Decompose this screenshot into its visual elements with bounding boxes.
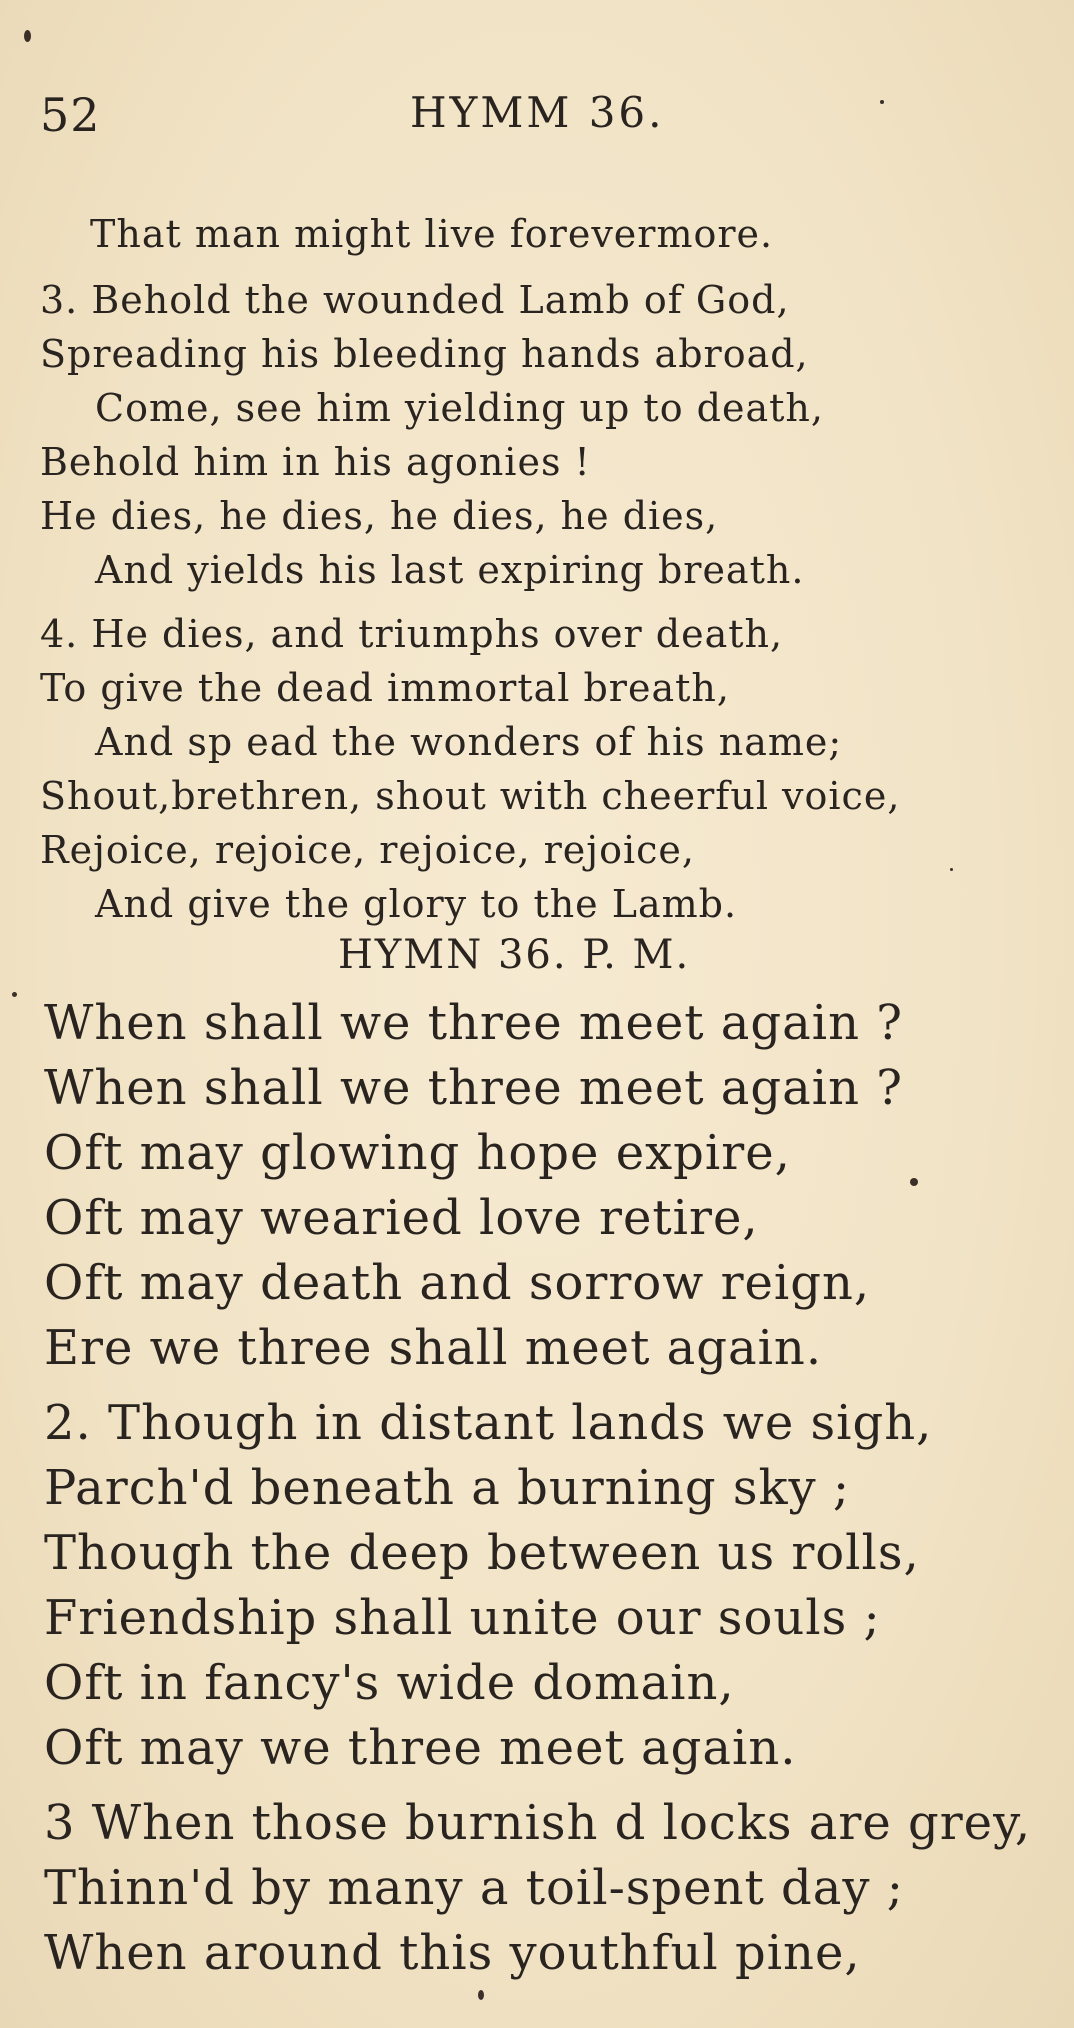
page-number: 52 bbox=[40, 88, 101, 142]
verse-line: When shall we three meet again ? bbox=[44, 995, 904, 1051]
verse-line: Come, see him yielding up to death, bbox=[95, 386, 824, 430]
verse-line: Behold him in his agonies ! bbox=[40, 440, 591, 484]
verse-line: 2. Though in distant lands we sigh, bbox=[44, 1395, 933, 1451]
ink-speck bbox=[12, 992, 17, 997]
verse-line: When shall we three meet again ? bbox=[44, 1060, 904, 1116]
running-head: HYMM 36. bbox=[410, 88, 665, 137]
verse-line: He dies, he dies, he dies, he dies, bbox=[40, 494, 719, 538]
verse-line: Shout,brethren, shout with cheerful voice, bbox=[40, 774, 901, 818]
verse-line: And sp ead the wonders of his name; bbox=[95, 720, 843, 764]
verse-line: Rejoice, rejoice, rejoice, rejoice, bbox=[40, 828, 695, 872]
verse-line: 3 When those burnish d locks are grey, bbox=[44, 1795, 1032, 1851]
verse-line: 3. Behold the wounded Lamb of God, bbox=[40, 278, 790, 322]
verse-line: 4. He dies, and triumphs over death, bbox=[40, 612, 784, 656]
verse-line: And give the glory to the Lamb. bbox=[95, 882, 738, 926]
verse-line: Oft in fancy's wide domain, bbox=[44, 1655, 735, 1711]
ink-speck bbox=[478, 1990, 484, 2000]
verse-line: That man might live forevermore. bbox=[90, 212, 774, 256]
verse-line: Oft may death and sorrow reign, bbox=[44, 1255, 871, 1311]
ink-speck bbox=[24, 30, 31, 42]
verse-line: When around this youthful pine, bbox=[44, 1925, 861, 1981]
verse-line: And yields his last expiring breath. bbox=[95, 548, 805, 592]
ink-speck bbox=[910, 1178, 918, 1186]
verse-line: Friendship shall unite our souls ; bbox=[44, 1590, 881, 1646]
ink-speck bbox=[950, 868, 953, 871]
hymn-title: HYMN 36. P. M. bbox=[338, 932, 691, 978]
ink-speck bbox=[880, 100, 884, 104]
verse-line: Parch'd beneath a burning sky ; bbox=[44, 1460, 851, 1516]
verse-line: Oft may wearied love retire, bbox=[44, 1190, 759, 1246]
verse-line: Though the deep between us rolls, bbox=[44, 1525, 920, 1581]
verse-line: To give the dead immortal breath, bbox=[40, 666, 730, 710]
verse-line: Oft may we three meet again. bbox=[44, 1720, 797, 1776]
verse-line: Ere we three shall meet again. bbox=[44, 1320, 823, 1376]
page-header bbox=[40, 88, 940, 148]
verse-line: Oft may glowing hope expire, bbox=[44, 1125, 791, 1181]
verse-line: Thinn'd by many a toil-spent day ; bbox=[44, 1860, 904, 1916]
verse-line: Spreading his bleeding hands abroad, bbox=[40, 332, 809, 376]
